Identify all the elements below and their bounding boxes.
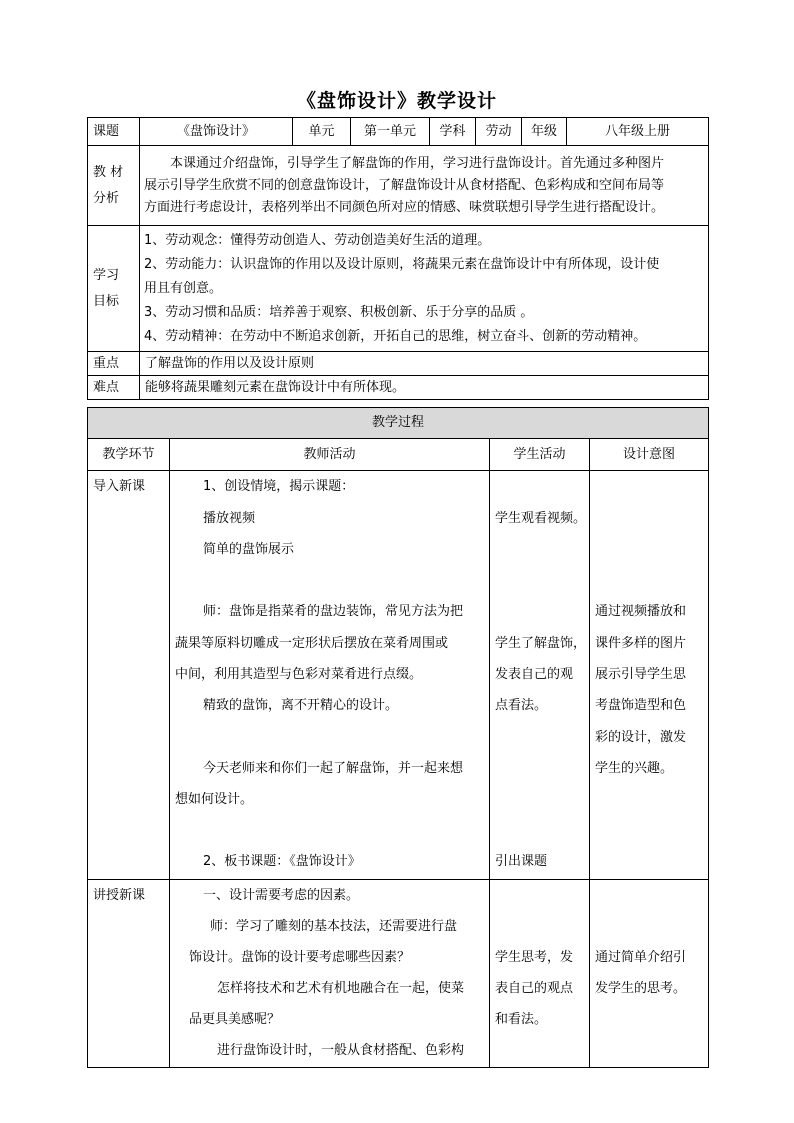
goal-line-1: 1、劳动观念：懂得劳动创造人、劳动创造美好生活的道理。 [144, 232, 491, 248]
course-value: 《盘饰设计》 [140, 118, 293, 146]
intro-intent-line: 考盘饰造型和色 [595, 698, 687, 713]
goals-label-1: 学习 [93, 267, 120, 283]
lecture-student-line: 和看法。 [495, 1012, 548, 1027]
intro-intent-line: 通过视频播放和 [595, 604, 687, 619]
intro-teacher-line: 简单的盘饰展示 [203, 542, 295, 557]
goal-line-5: 4、劳动精神：在劳动中不断追求创新，开拓自己的思维，树立奋斗、创新的劳动精神。 [144, 328, 647, 344]
intro-row [88, 471, 709, 880]
analysis-line-2: 展示引导学生欣赏不同的创意盘饰设计，了解盘饰设计从食材搭配、色彩构成和空间布局等 [144, 177, 665, 193]
process-table [87, 407, 709, 1068]
lecture-student-line: 学生思考，发 [495, 950, 574, 965]
goals-row [88, 226, 709, 352]
analysis-line-1: 本课通过介绍盘饰，引导学生了解盘饰的作用，学习进行盘饰设计。首先通过多种图片 [170, 155, 665, 171]
lecture-teacher-line: 饰设计。盘饰的设计要考虑哪些因素？ [189, 950, 411, 965]
intro-intent-line: 学生的兴趣。 [595, 761, 674, 776]
goal-line-2: 2、劳动能力：认识盘饰的作用以及设计原则，将蔬果元素在盘饰设计中有所体现，设计使 [144, 256, 660, 272]
grade-value: 八年级上册 [567, 118, 709, 146]
intro-teacher-line: 2、板书课题：《盘饰设计》 [203, 854, 361, 869]
goal-line-4: 3、劳动习惯和品质：培养善于观察、积极创新、乐于分享的品质 。 [144, 304, 534, 320]
lecture-stage: 讲授新课 [93, 888, 146, 903]
analysis-label-1: 教 材 [93, 164, 124, 180]
intro-intent-line: 彩的设计，激发 [595, 730, 687, 745]
key-point-value: 了解盘饰的作用以及设计原则 [140, 352, 709, 376]
intro-student-line: 发表自己的观 [495, 667, 574, 682]
lecture-student-line: 表自己的观点 [495, 981, 574, 996]
intro-teacher-line: 想如何设计。 [175, 792, 254, 807]
lecture-teacher-line: 一、设计需要考虑的因素。 [203, 888, 360, 903]
goals-label-2: 目标 [93, 293, 120, 309]
intro-student-line: 引出课题 [495, 854, 548, 869]
goal-line-3: 用且有创意。 [144, 280, 223, 296]
lecture-teacher-line: 师：学习了雕刻的基本技法，还需要进行盘 [210, 919, 458, 934]
header-stage: 教学环节 [88, 439, 170, 471]
analysis-row [88, 146, 709, 226]
key-point-row [88, 352, 709, 376]
intro-teacher-line: 师：盘饰是指菜肴的盘边装饰，常见方法为把 [203, 604, 464, 619]
intro-student-line: 学生了解盘饰， [495, 636, 587, 651]
analysis-line-3: 方面进行考虑设计，表格列举出不同颜色所对应的情感、味赏联想引导学生进行搭配设计。 [144, 199, 665, 215]
lecture-intent-line: 通过简单介绍引 [595, 950, 687, 965]
subject-value: 劳动 [476, 118, 522, 146]
header-intent: 设计意图 [590, 439, 709, 471]
intro-intent-line: 展示引导学生思 [595, 667, 687, 682]
course-label: 课题 [88, 118, 140, 146]
lesson-info-table [87, 117, 709, 400]
unit-label: 单元 [293, 118, 351, 146]
intro-stage: 导入新课 [93, 479, 146, 494]
intro-intent-line: 课件多样的图片 [595, 636, 687, 651]
intro-teacher-line: 精致的盘饰，离不开精心的设计。 [203, 698, 399, 713]
key-point-label: 重点 [88, 352, 140, 376]
grade-label: 年级 [522, 118, 567, 146]
intro-teacher-line: 今天老师来和你们一起了解盘饰，并一起来想 [203, 761, 464, 776]
intro-student-line: 点看法。 [495, 698, 548, 713]
process-title: 教学过程 [88, 408, 709, 439]
lecture-teacher-line: 怎样将技术和艺术有机地融合在一起，使菜 [217, 981, 465, 996]
lecture-teacher-line: 进行盘饰设计时，一般从食材搭配、色彩构 [217, 1043, 465, 1058]
unit-value: 第一单元 [351, 118, 430, 146]
page-title: 《盘饰设计》教学设计 [296, 90, 497, 112]
difficulty-value: 能够将蔬果雕刻元素在盘饰设计中有所体现。 [140, 376, 709, 400]
lecture-teacher-line: 品更具美感呢？ [189, 1012, 281, 1027]
subject-label: 学科 [430, 118, 476, 146]
header-teacher: 教师活动 [170, 439, 490, 471]
lecture-row [88, 880, 709, 1068]
intro-teacher-line: 中间，利用其造型与色彩对菜肴进行点缀。 [175, 667, 423, 682]
process-header-row [88, 439, 709, 471]
intro-student-line: 学生观看视频。 [495, 511, 587, 526]
process-title-row [88, 408, 709, 439]
analysis-label-2: 分析 [93, 190, 120, 206]
info-row [88, 118, 709, 146]
header-student: 学生活动 [490, 439, 590, 471]
difficulty-label: 难点 [88, 376, 140, 400]
lecture-intent-line: 发学生的思考。 [595, 981, 687, 996]
intro-teacher-line: 蔬果等原料切雕成一定形状后摆放在菜肴周围或 [175, 636, 449, 651]
intro-teacher-line: 1、创设情境，揭示课题： [203, 479, 355, 494]
intro-teacher-line: 播放视频 [203, 511, 256, 526]
difficulty-row [88, 376, 709, 400]
